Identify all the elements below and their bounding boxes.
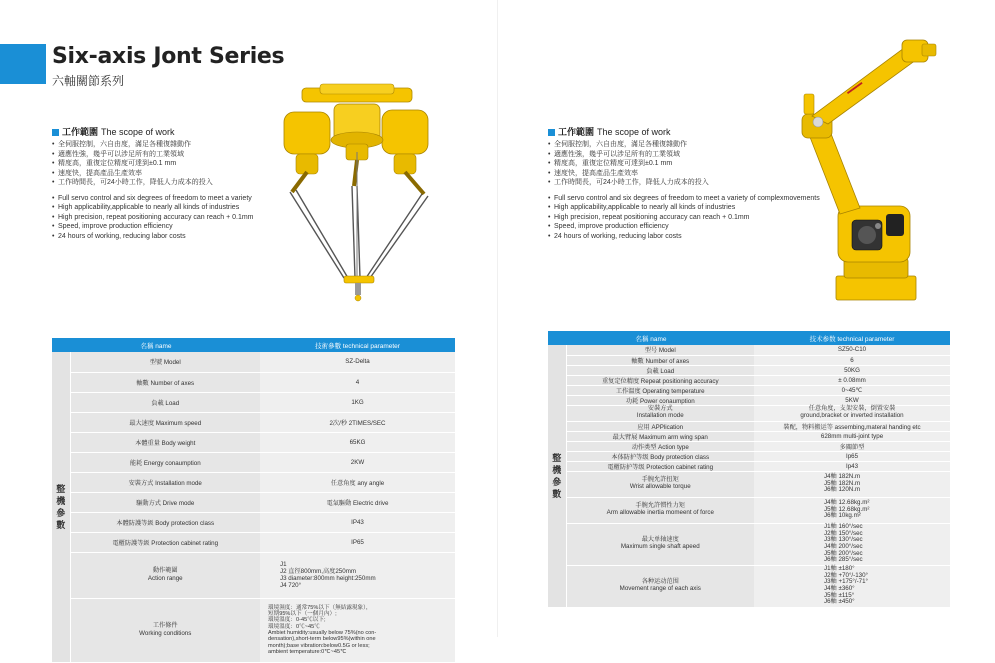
row-value: 65KG [260, 432, 455, 452]
row-value: 任意角度 any angle [260, 472, 455, 492]
square-bullet-icon [548, 129, 555, 136]
row-name: 負載 Load [70, 392, 260, 412]
row-value: 4 [260, 372, 455, 392]
scope-list-cn [52, 140, 282, 188]
accent-bar [0, 44, 46, 84]
list-item: • High precision, repeat positioning accuracy can reach + 0.1mm [548, 213, 828, 223]
scope-of-work-left [52, 126, 282, 241]
list-item: • High precision, repeat positioning accuracy can reach + 0.1mm [52, 213, 282, 223]
row-name: 最大臂展 Maximum arm wing span [566, 431, 754, 441]
row-name: 電櫃防護等級 Protection cabinet rating [70, 532, 260, 552]
table-row [548, 451, 950, 461]
scope-of-work-right [548, 126, 828, 241]
row-value: 裝配，物料搬运等 assembing,materal handing etc [754, 421, 950, 431]
scope-list-en [52, 194, 282, 242]
list-item: • Speed, improve production efficiency [548, 222, 828, 232]
table-row [548, 365, 950, 375]
scope-title-cn: 工作範圍 [62, 127, 99, 137]
side-label: 整機參數 [52, 352, 70, 662]
table-row [52, 432, 455, 452]
list-item: • 24 hours of working, reducing labor costs [52, 232, 282, 242]
scope-title-cn: 工作範圍 [558, 127, 595, 137]
row-name: 手腕允許扭矩 Wrist allowable torque [566, 471, 754, 497]
row-name: 应用 APPlication [566, 421, 754, 431]
row-name: 負載 Load [566, 365, 754, 375]
row-name: 安裝方式 Installation mode [566, 405, 754, 421]
row-name: 安裝方式 Installation mode [70, 472, 260, 492]
row-value: J4軸 182N.m J5軸 182N.m J6軸 120N.m [754, 471, 950, 497]
list-item: • 精度高，重復定位精度可達到±0.1 mm [548, 159, 828, 169]
table-row [548, 385, 950, 395]
row-name: 能耗 Energy conaumption [70, 452, 260, 472]
row-name: 最大速度 Maximum speed [70, 412, 260, 432]
table-row [548, 405, 950, 421]
list-item: • 全伺服控制，六自由度，滿足各種復雜動作 [52, 140, 282, 150]
table-row [548, 441, 950, 451]
table-row [52, 452, 455, 472]
left-page [0, 0, 497, 655]
table-row [548, 471, 950, 497]
header-name: 名稱 name [548, 331, 754, 345]
list-item: • Full servo control and six degrees of freedom to meet a variety of complexmovements [548, 194, 828, 204]
list-item: • 適應性強，幾乎可以涉足所有的工業領域 [548, 150, 828, 160]
table-row [52, 552, 455, 598]
row-name: 工作條件 Working conditions [70, 598, 260, 662]
row-value: 1KG [260, 392, 455, 412]
list-item: • 工作時間長，可24小時工作，降低人力成本的投入 [52, 178, 282, 188]
table-row [548, 395, 950, 405]
row-value: J1 J2 直徑800mm,高度250mm J3 diameter:800mm height:250mm J4 720° [260, 552, 455, 598]
scope-title-en: The scope of work [101, 127, 175, 137]
table-row [548, 345, 950, 355]
scope-title [52, 126, 282, 138]
scope-list-cn [548, 140, 828, 188]
list-item: • 精度高，重復定位精度可達到±0.1 mm [52, 159, 282, 169]
row-value: J1軸 160°/sec J2軸 150°/sec J3軸 130°/sec J4軸 200°/sec J5軸 200°/sec J6軸 285°/sec [754, 523, 950, 565]
table-row [52, 472, 455, 492]
row-name: 電櫃防护等级 Protection cabinet rating [566, 461, 754, 471]
delta-robot-image [262, 82, 452, 312]
row-value: 5KW [754, 395, 950, 405]
table-row [548, 461, 950, 471]
list-item: • 適應性強，幾乎可以涉足所有的工業領域 [52, 150, 282, 160]
row-value: 電氣驅動 Electric drive [260, 492, 455, 512]
list-item: • 速度快，提高產品生產效率 [52, 169, 282, 179]
list-item: • Full servo control and six degrees of freedom to meet a variety [52, 194, 282, 204]
row-name: 各种运动范围 Movement range of each axis [566, 565, 754, 607]
row-value: 2KW [260, 452, 455, 472]
row-value: J1軸 ±180° J2軸 +70°/-130° J3軸 +175°/-71° J4軸 ±360° J5軸 ±115° J6軸 ±450° [754, 565, 950, 607]
row-value: Ip65 [754, 451, 950, 461]
table-row [548, 421, 950, 431]
list-item: • High applicability,applicable to nearly all kinds of industries [548, 203, 828, 213]
table-row [548, 431, 950, 441]
table-row [52, 532, 455, 552]
list-item: • 24 hours of working, reducing labor costs [548, 232, 828, 242]
row-name: 型号 Model [566, 345, 754, 355]
row-value: IP43 [260, 512, 455, 532]
scope-title [548, 126, 828, 138]
table-row [52, 352, 455, 372]
row-value: 628mm multi-joint type [754, 431, 950, 441]
spec-table-right [548, 331, 950, 608]
table-row [52, 492, 455, 512]
table-row [52, 392, 455, 412]
row-name: 本體防護等級 Body protection class [70, 512, 260, 532]
header-name: 名稱 name [52, 338, 260, 352]
row-name: 本體重量 Body weight [70, 432, 260, 452]
row-value: 6 [754, 355, 950, 365]
row-name: 重复定位精度 Repeat positioning accuracy [566, 375, 754, 385]
row-value: 環境濕度：通常75%以下（無結露現象）， 短期95%以下（一個月內）; 環境溫度：0-45℃以下; 環境溫度：0℃~45℃ Ambiet humidity:usually below 75%(no con- densation),short-term below95%(within one month);base vibration:below0.5G or less; ambient temperature:0℃~45℃ [260, 598, 455, 662]
row-value: J4軸 12.68kg.m² J5軸 12.68kg.m² J6軸 10kg.m² [754, 497, 950, 523]
list-item: • 全伺服控制，六自由度，滿足各種復雜動作 [548, 140, 828, 150]
page-subtitle: 六軸關節系列 [52, 74, 125, 88]
list-item: • 工作時間長，可24小時工作，降低人力成本的投入 [548, 178, 828, 188]
list-item: • Speed, improve production efficiency [52, 222, 282, 232]
row-value: ± 0.08mm [754, 375, 950, 385]
list-item: • 速度快，提高產品生產效率 [548, 169, 828, 179]
row-value: 多關節型 [754, 441, 950, 451]
row-name: 功耗 Power conaumption [566, 395, 754, 405]
table-header-row [52, 338, 455, 352]
scope-list-en [548, 194, 828, 242]
list-item: • High applicability,applicable to nearly all kinds of industries [52, 203, 282, 213]
header-param: 技術參數 technical parameter [260, 338, 455, 352]
header-param: 技术参数 technical parameter [754, 331, 950, 345]
table-row [548, 565, 950, 607]
row-name: 本体防护等级 Body protection class [566, 451, 754, 461]
table-row [52, 598, 455, 662]
row-value: 2次/秒 2TIMES/SEC [260, 412, 455, 432]
table-row [52, 372, 455, 392]
svg-text:▬▬▬: ▬▬▬ [845, 80, 864, 96]
row-value: 50KG [754, 365, 950, 375]
scope-title-en: The scope of work [597, 127, 671, 137]
row-name: 最大单轴速度 Maximum single shaft apeed [566, 523, 754, 565]
row-name: 工作溫度 Operating temperature [566, 385, 754, 395]
row-value: SZ-Delta [260, 352, 455, 372]
row-value: SZ50-C10 [754, 345, 950, 355]
table-row [548, 523, 950, 565]
spec-table-left [52, 338, 455, 663]
table-header-row [548, 331, 950, 345]
table-row [52, 512, 455, 532]
row-name: 軸數 Number of axes [566, 355, 754, 365]
row-name: 動作範圍 Action range [70, 552, 260, 598]
square-bullet-icon [52, 129, 59, 136]
row-name: 动作类型 Action type [566, 441, 754, 451]
row-value: 0~45℃ [754, 385, 950, 395]
table-row [52, 412, 455, 432]
right-page [497, 0, 995, 637]
side-label: 整機參數 [548, 345, 566, 607]
row-value: IP65 [260, 532, 455, 552]
table-row [548, 355, 950, 365]
row-name: 手腕允許慣性力矩 Arm allowable inertia momeent of force [566, 497, 754, 523]
row-value: 任意角度，支架安裝，倒置安裝 ground,bracket or inverted installation [754, 405, 950, 421]
row-name: 型號 Model [70, 352, 260, 372]
row-value: Ip43 [754, 461, 950, 471]
page-title: Six-axis Jont Series [52, 44, 285, 69]
table-row [548, 497, 950, 523]
row-name: 軸數 Number of axes [70, 372, 260, 392]
six-axis-robot-image [798, 36, 958, 306]
table-row [548, 375, 950, 385]
row-name: 驅動方式 Drive mode [70, 492, 260, 512]
